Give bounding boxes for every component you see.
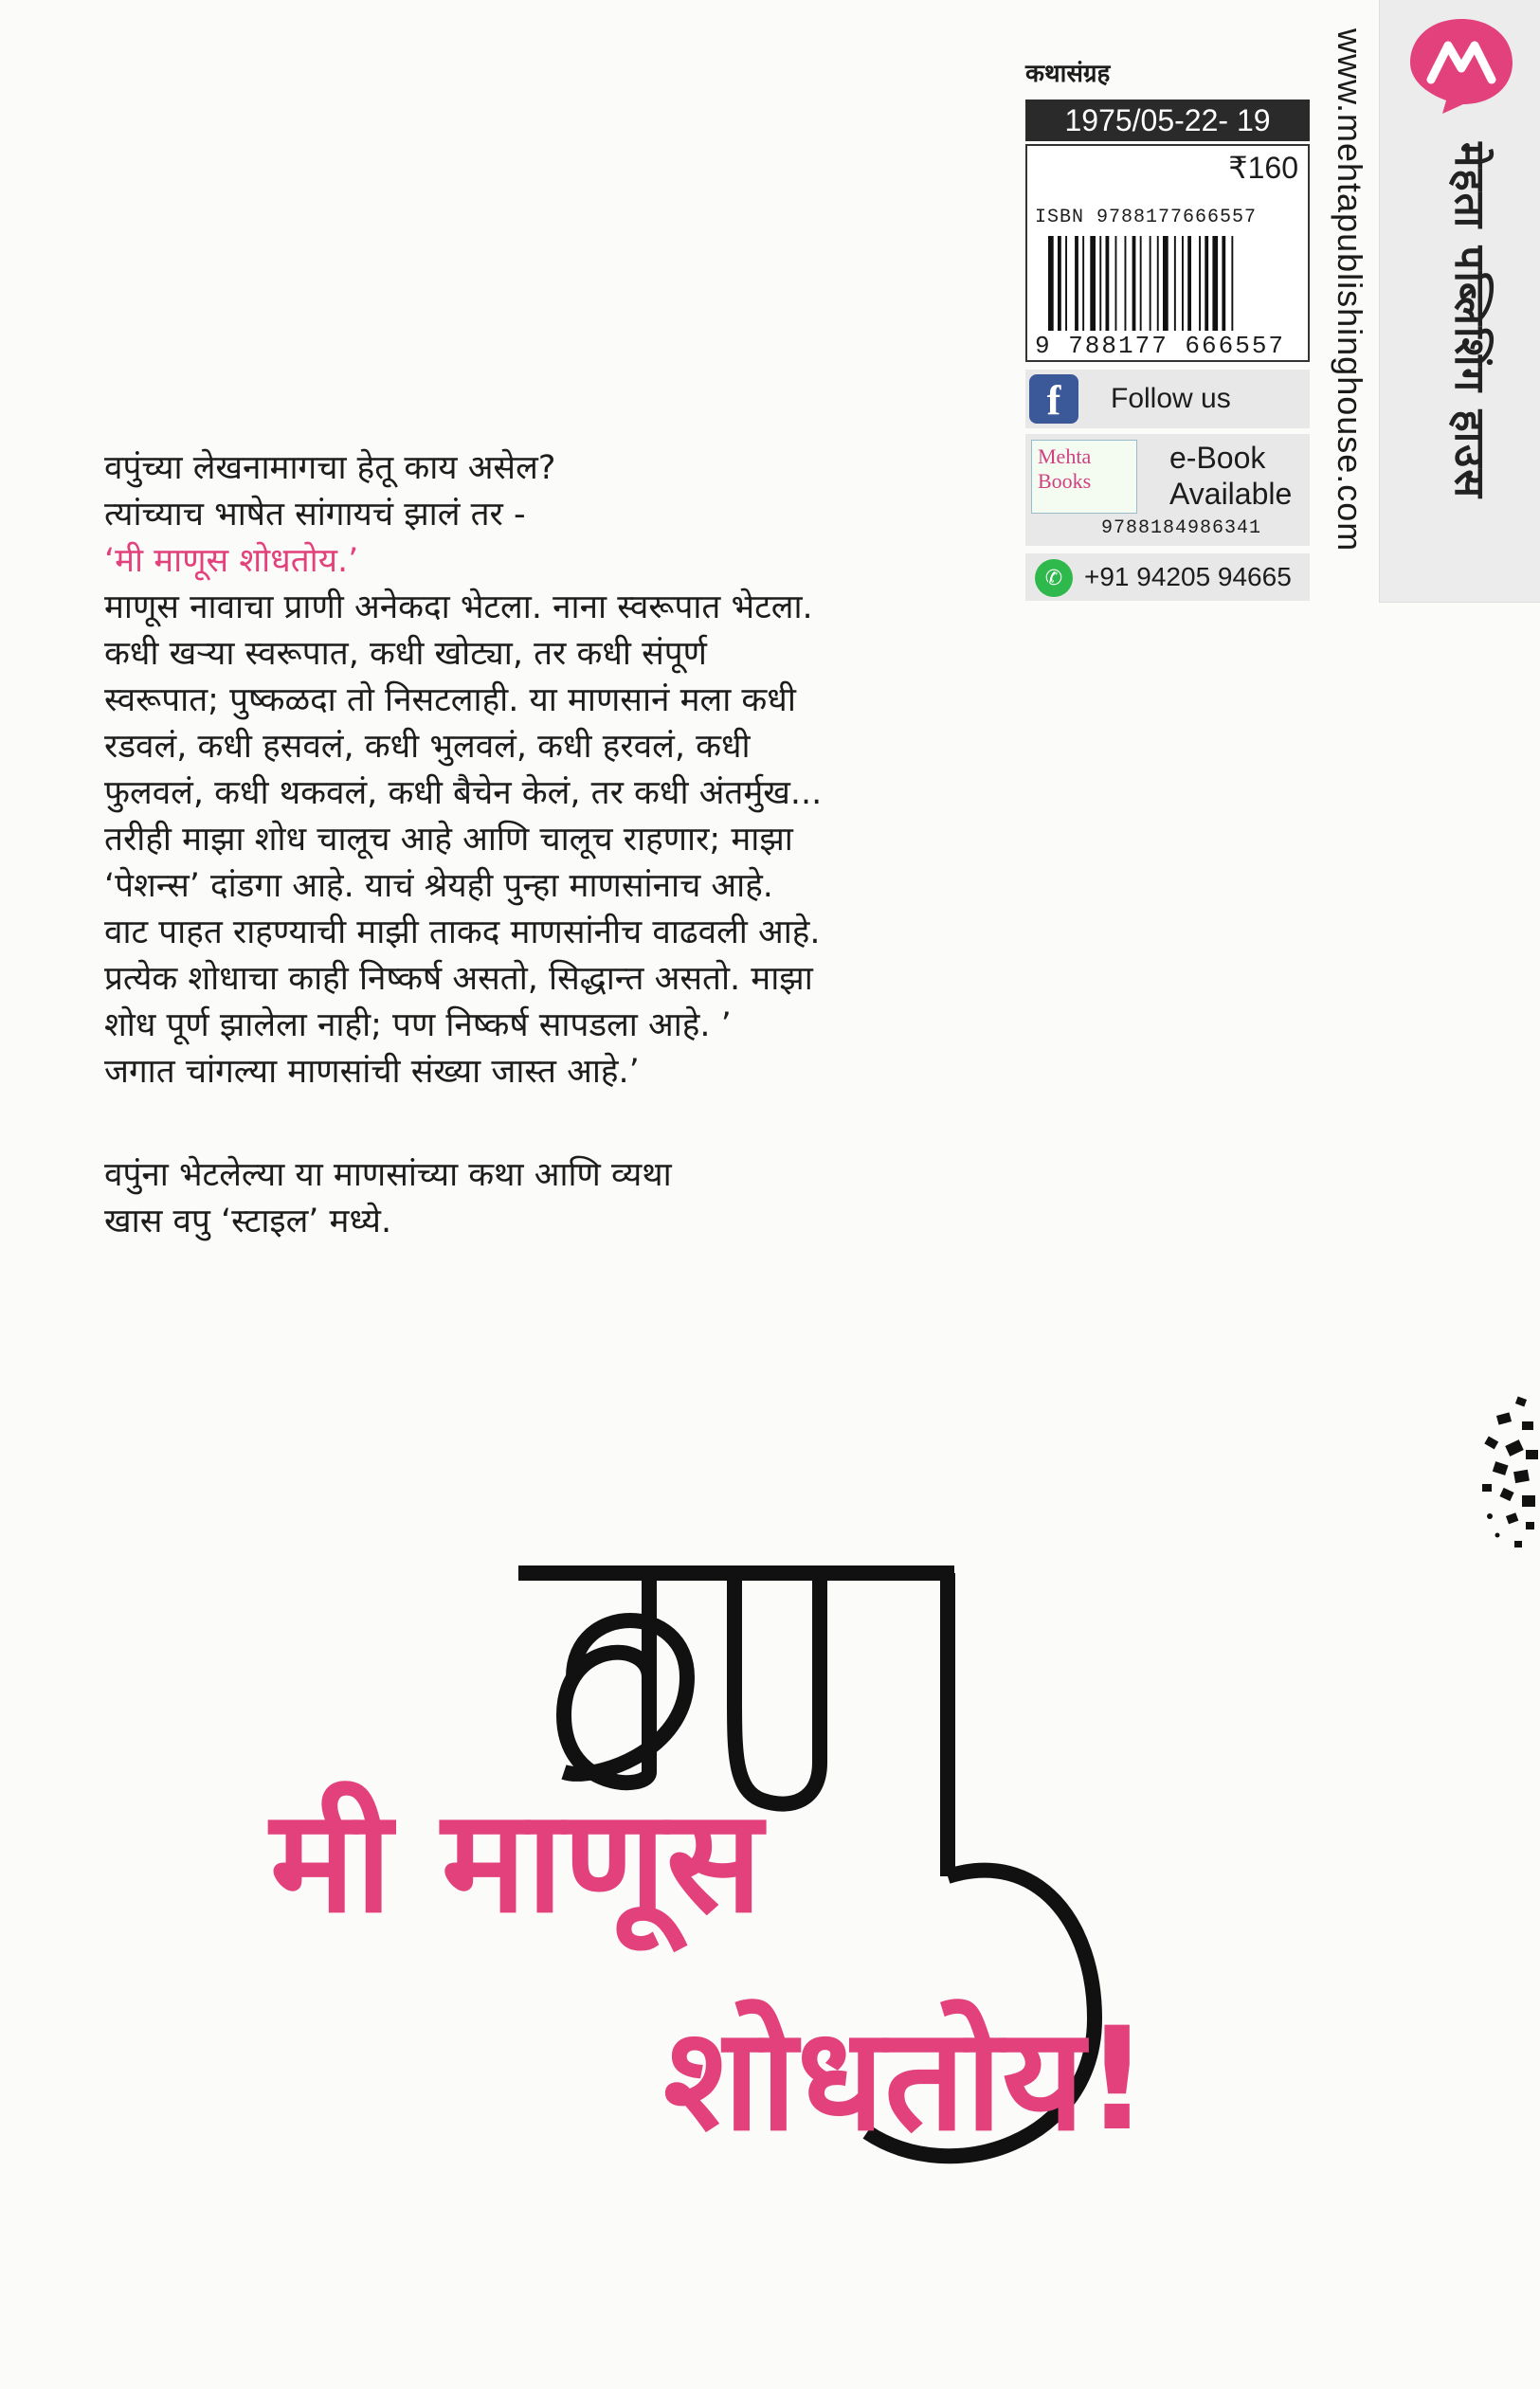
barcode-bar xyxy=(1048,236,1054,331)
follow-us-row xyxy=(1025,370,1310,428)
title-line-2: शोधतोय! xyxy=(663,1998,1150,2163)
barcode-bar xyxy=(1140,236,1142,331)
barcode-graphic xyxy=(1048,236,1293,331)
barcode-bar xyxy=(1075,236,1078,331)
whatsapp-icon: ✆ xyxy=(1035,559,1073,597)
barcode-bar xyxy=(1174,236,1176,331)
ink-splatter-decoration xyxy=(1478,1393,1540,1564)
ebook-label-line2: Available xyxy=(1169,477,1293,511)
blurb-line: कधी खऱ्या स्वरूपात, कधी खोट्या, तर कधी संपूर्ण xyxy=(104,635,707,673)
blurb-line: जगात चांगल्या माणसांची संख्या जास्त आहे.’ xyxy=(104,1053,640,1091)
barcode-bar xyxy=(1199,236,1201,331)
barcode-bar xyxy=(1082,236,1084,331)
ebook-isbn: 9788184986341 xyxy=(1101,517,1262,539)
whatsapp-number: +91 94205 94665 xyxy=(1084,562,1292,591)
blurb-line: माणूस नावाचा प्राणी अनेकदा भेटला. नाना स्वरूपात भेटला. xyxy=(104,588,813,626)
publisher-website: www.mehtapublishinghouse.com xyxy=(1331,28,1369,552)
barcode-bar xyxy=(1205,236,1208,331)
follow-us-label: Follow us xyxy=(1111,383,1231,414)
blurb-line: रडवलं, कधी हसवलं, कधी भुलवलं, कधी हरवलं, कधी xyxy=(104,728,751,766)
blurb-line: वपुंच्या लेखनामागचा हेतू काय असेल? xyxy=(104,449,556,487)
catalog-code: 1975/05-22- 19 xyxy=(1025,100,1310,141)
barcode-box xyxy=(1025,144,1310,362)
barcode-bar xyxy=(1187,236,1191,331)
barcode-bar xyxy=(1231,236,1233,331)
barcode-bar xyxy=(1163,236,1169,331)
blurb-closing-line: खास वपु ‘स्टाइल’ मध्ये. xyxy=(104,1203,392,1240)
barcode-bar xyxy=(1058,236,1061,331)
blurb-line: स्वरूपात; पुष्कळदा तो निसटलाही. या माणसानं मला कधी xyxy=(104,681,796,719)
publisher-name: मेहता पब्लिशिंग हाउस xyxy=(1445,142,1494,499)
blurb-line: फुलवलं, कधी थकवलं, कधी बैचेन केलं, तर कधी अंतर्मुख... xyxy=(104,774,823,812)
barcode-bar xyxy=(1222,236,1225,331)
blurb-line: ‘पेशन्स’ दांडगा आहे. याचं श्रेयही पुन्हा माणसांनाच आहे. xyxy=(104,867,773,905)
facebook-icon: f xyxy=(1029,374,1078,424)
barcode-bar xyxy=(1065,236,1067,331)
price: ₹160 xyxy=(1228,151,1298,185)
barcode-bar xyxy=(1090,236,1096,331)
barcode-bar xyxy=(1157,236,1159,331)
barcode-bar xyxy=(1212,236,1218,331)
blurb-line: तरीही माझा शोध चालूच आहे आणि चालूच राहणार; माझा xyxy=(104,821,793,859)
barcode-bar xyxy=(1115,236,1117,331)
ebook-label xyxy=(1169,440,1292,512)
genre-label: कथासंग्रह xyxy=(1025,60,1111,88)
title-line-1: मी माणूस xyxy=(270,1780,763,1945)
barcode-bar xyxy=(1182,236,1184,331)
blurb-line: प्रत्येक शोधाचा काही निष्कर्ष असतो, सिद्धान्त असतो. माझा xyxy=(104,960,813,998)
barcode-bar xyxy=(1099,236,1101,331)
publisher-logo-icon xyxy=(1404,13,1518,116)
blurb-line: शोध पूर्ण झालेला नाही; पण निष्कर्ष सापडला आहे. ’ xyxy=(104,1006,732,1044)
back-cover-blurb xyxy=(104,445,1052,1245)
blurb-line: वाट पाहत राहण्याची माझी ताकद माणसांनीच वाढवली आहे. xyxy=(104,914,821,951)
isbn-digits: 9 788177 666557 xyxy=(1035,332,1286,360)
blurb-closing-line: वपुंना भेटलेल्या या माणसांच्या कथा आणि व्यथा xyxy=(104,1156,672,1194)
barcode-bar xyxy=(1132,236,1136,331)
whatsapp-row xyxy=(1025,553,1310,601)
mehta-books-label: Mehta Books xyxy=(1038,444,1092,493)
blurb-line: त्यांच्याच भाषेत सांगायचं झालं तर - xyxy=(104,496,526,534)
blurb-quote: ‘मी माणूस शोधतोय.’ xyxy=(104,542,359,580)
isbn-label: ISBN 9788177666557 xyxy=(1035,207,1258,228)
barcode-bar xyxy=(1150,236,1151,331)
ebook-row xyxy=(1025,434,1310,546)
ebook-label-line1: e-Book xyxy=(1169,441,1266,475)
barcode-bar xyxy=(1125,236,1127,331)
barcode-bar xyxy=(1106,236,1110,331)
